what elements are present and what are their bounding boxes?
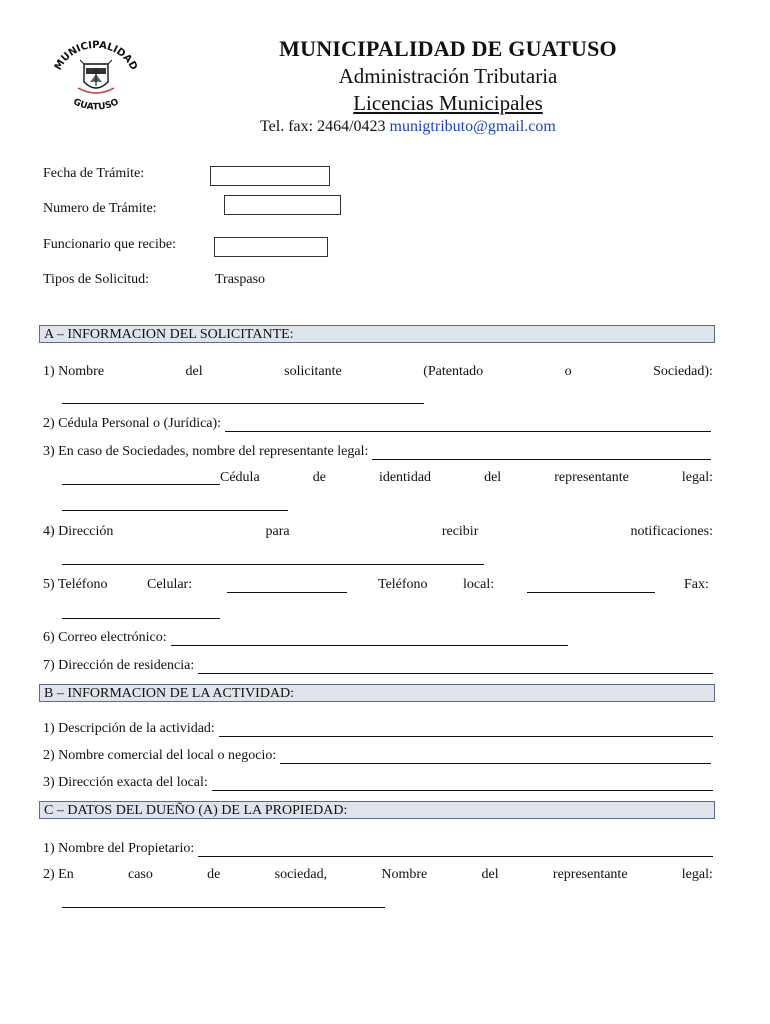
b-q2-label: 2) Nombre comercial del local o negocio: xyxy=(43,748,277,763)
a-q6-label: 6) Correo electrónico: xyxy=(43,630,167,645)
a-q3-label: 3) En caso de Sociedades, nombre del representante legal: xyxy=(43,444,369,459)
a-q2-fill-line[interactable] xyxy=(225,419,711,432)
a-q3b-word: legal: xyxy=(681,470,713,485)
a-q5-celular: Celular: xyxy=(147,577,193,592)
a-q7-row xyxy=(43,658,713,674)
funcionario-label: Funcionario que recibe: xyxy=(43,237,176,252)
a-q3-fill-line-2[interactable] xyxy=(62,484,220,485)
a-q1-word: o xyxy=(564,364,572,379)
a-q5-celular-line[interactable] xyxy=(227,592,347,593)
contact-line xyxy=(260,118,556,136)
c-q2-word: caso xyxy=(127,867,153,882)
a-q3b-fill-line[interactable] xyxy=(62,510,288,511)
municipality-logo xyxy=(48,38,144,110)
b-q2-row xyxy=(43,748,711,764)
contact-phone: Tel. fax: 2464/0423 xyxy=(260,118,386,135)
a-q1-word: solicitante xyxy=(284,364,342,379)
c-q2-word: representante xyxy=(552,867,628,882)
c-q2-word: 2) En xyxy=(43,867,74,882)
c-q1-label: 1) Nombre del Propietario: xyxy=(43,841,195,856)
a-q2-label: 2) Cédula Personal o (Jurídica): xyxy=(43,416,222,431)
a-q1-fill-line[interactable] xyxy=(62,403,424,404)
c-q1-row xyxy=(43,841,713,857)
a-q4-fill-line[interactable] xyxy=(62,564,484,565)
section-c-header: C – DATOS DEL DUEÑO (A) DE LA PROPIEDAD: xyxy=(39,801,715,819)
svg-text:GUATUSO xyxy=(71,97,120,110)
a-q6-fill-line[interactable] xyxy=(171,633,568,646)
a-q5-fax: Fax: xyxy=(684,577,709,592)
a-q5-local-line[interactable] xyxy=(527,592,655,593)
c-q2-word: sociedad, xyxy=(274,867,328,882)
a-q3b-row xyxy=(220,470,713,486)
logo-text-bottom: GUATUSO xyxy=(71,97,121,110)
a-q4-word: para xyxy=(265,524,290,539)
a-q5-local: local: xyxy=(463,577,495,592)
logo-text-top: MUNICIPALIDAD xyxy=(52,39,140,73)
c-q1-fill-line[interactable] xyxy=(198,844,713,857)
a-q7-fill-line[interactable] xyxy=(198,661,713,674)
a-q1-word: 1) Nombre xyxy=(43,364,105,379)
c-q2-word: de xyxy=(207,867,221,882)
section-b-header: B – INFORMACION DE LA ACTIVIDAD: xyxy=(39,684,715,702)
b-q1-label: 1) Descripción de la actividad: xyxy=(43,721,215,736)
a-q4-word: 4) Dirección xyxy=(43,524,114,539)
a-q4-word: notificaciones: xyxy=(630,524,713,539)
b-q1-row xyxy=(43,721,713,737)
a-q3b-word: Cédula xyxy=(220,470,260,485)
a-q4-row xyxy=(43,524,713,540)
a-q3b-word: representante xyxy=(554,470,629,485)
c-q2-fill-line[interactable] xyxy=(62,907,385,908)
funcionario-field[interactable] xyxy=(214,237,328,257)
a-q1-word: (Patentado xyxy=(423,364,484,379)
tipos-label: Tipos de Solicitud: xyxy=(43,272,150,287)
a-q5-fax-line[interactable] xyxy=(62,618,220,619)
contact-email[interactable]: munigtributo@gmail.com xyxy=(389,118,556,135)
fecha-label: Fecha de Trámite: xyxy=(43,166,145,181)
c-q2-word: Nombre xyxy=(381,867,428,882)
section-a-header: A – INFORMACION DEL SOLICITANTE: xyxy=(39,325,715,343)
a-q5-telefono: 5) Teléfono xyxy=(43,577,108,592)
document-subtitle-licencias: Licencias Municipales xyxy=(353,91,543,115)
a-q1-word: del xyxy=(185,364,203,379)
a-q2-row xyxy=(43,416,711,432)
b-q3-label: 3) Dirección exacta del local: xyxy=(43,775,208,790)
a-q5-telefono-local: Teléfono xyxy=(378,577,428,592)
b-q2-fill-line[interactable] xyxy=(280,751,711,764)
a-q7-label: 7) Dirección de residencia: xyxy=(43,658,195,673)
numero-label: Numero de Trámite: xyxy=(43,201,157,216)
a-q3-row xyxy=(43,444,711,460)
c-q2-word: legal: xyxy=(681,867,713,882)
numero-field[interactable] xyxy=(224,195,341,215)
b-q3-fill-line[interactable] xyxy=(212,778,713,791)
a-q4-word: recibir xyxy=(441,524,479,539)
b-q1-fill-line[interactable] xyxy=(219,724,713,737)
a-q3b-word: de xyxy=(312,470,326,485)
a-q1-row xyxy=(43,364,713,380)
c-q2-word: del xyxy=(481,867,499,882)
b-q3-row xyxy=(43,775,713,791)
a-q3b-word: identidad xyxy=(378,470,432,485)
a-q3-fill-line[interactable] xyxy=(372,447,711,460)
a-q6-row xyxy=(43,630,568,646)
fecha-field[interactable] xyxy=(210,166,330,186)
document-subtitle-admin: Administración Tributaria xyxy=(338,64,558,88)
a-q1-word: Sociedad): xyxy=(653,364,713,379)
c-q2-row xyxy=(43,867,713,883)
a-q3b-word: del xyxy=(484,470,502,485)
tipos-value: Traspaso xyxy=(215,272,266,287)
document-title: MUNICIPALIDAD DE GUATUSO xyxy=(279,36,617,61)
